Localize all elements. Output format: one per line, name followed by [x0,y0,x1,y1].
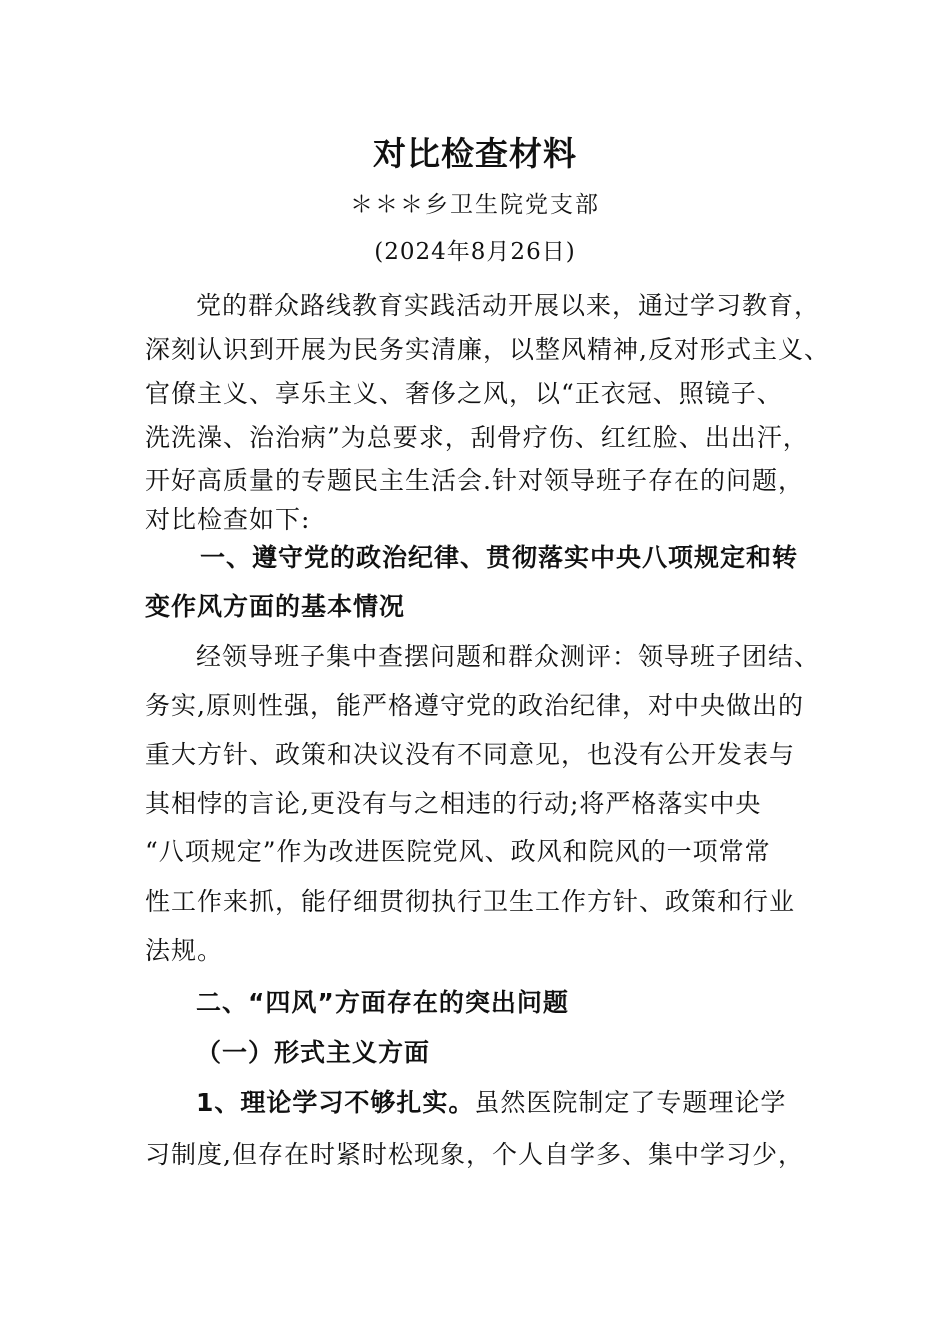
intro-line: 开好高质量的专题民主生活会.针对领导班子存在的问题， [145,466,804,495]
item1-continuation: 习制度,但存在时紧时松现象，个人自学多、集中学习少， [145,1140,804,1169]
section1-body-line: “八项规定”作为改进医院党风、政风和院风的一项常常 [145,837,771,866]
section1-body-line: 性工作来抓，能仔细贯彻执行卫生工作方针、政策和行业 [145,887,796,916]
intro-line: 官僚主义、享乐主义、奢侈之风，以“正衣冠、照镜子、 [145,379,783,408]
item1-title: 1、理论学习不够扎实。 [196,1088,475,1117]
section1-body-line: 务实,原则性强，能严格遵守党的政治纪律，对中央做出的 [145,691,804,720]
section1-body-line: 重大方针、政策和决议没有不同意见，也没有公开发表与 [145,740,796,769]
intro-line: 深刻认识到开展为民务实清廉，以整风精神,反对形式主义、 [145,335,830,364]
section2-heading: 二、“四风”方面存在的突出问题 [196,988,569,1017]
document-date: (2024年8月26日) [374,239,576,265]
section1-heading: 变作风方面的基本情况 [145,592,406,621]
section1-body-line: 其相悖的言论,更没有与之相违的行动;将严格落实中央 [145,789,762,818]
intro-line: 洗洗澡、治治病”为总要求，刮骨疗伤、红红脸、出出汗， [145,423,809,452]
subsection1-heading: （一）形式主义方面 [196,1038,431,1067]
section1-body-line: 法规。 [145,936,224,965]
intro-line: 党的群众路线教育实践活动开展以来，通过学习教育， [196,291,821,320]
section1-body-line: 经领导班子集中查摆问题和群众测评：领导班子团结、 [196,642,821,671]
item1-line [196,1083,876,1119]
intro-line: 对比检查如下: [145,505,311,534]
item1-text: 虽然医院制定了专题理论学 [474,1088,787,1117]
document-title: 对比检查材料 [373,134,577,173]
organization-name: ＊＊＊乡卫生院党支部 [350,192,600,218]
section1-heading: 一、遵守党的政治纪律、贯彻落实中央八项规定和转 [200,543,799,572]
